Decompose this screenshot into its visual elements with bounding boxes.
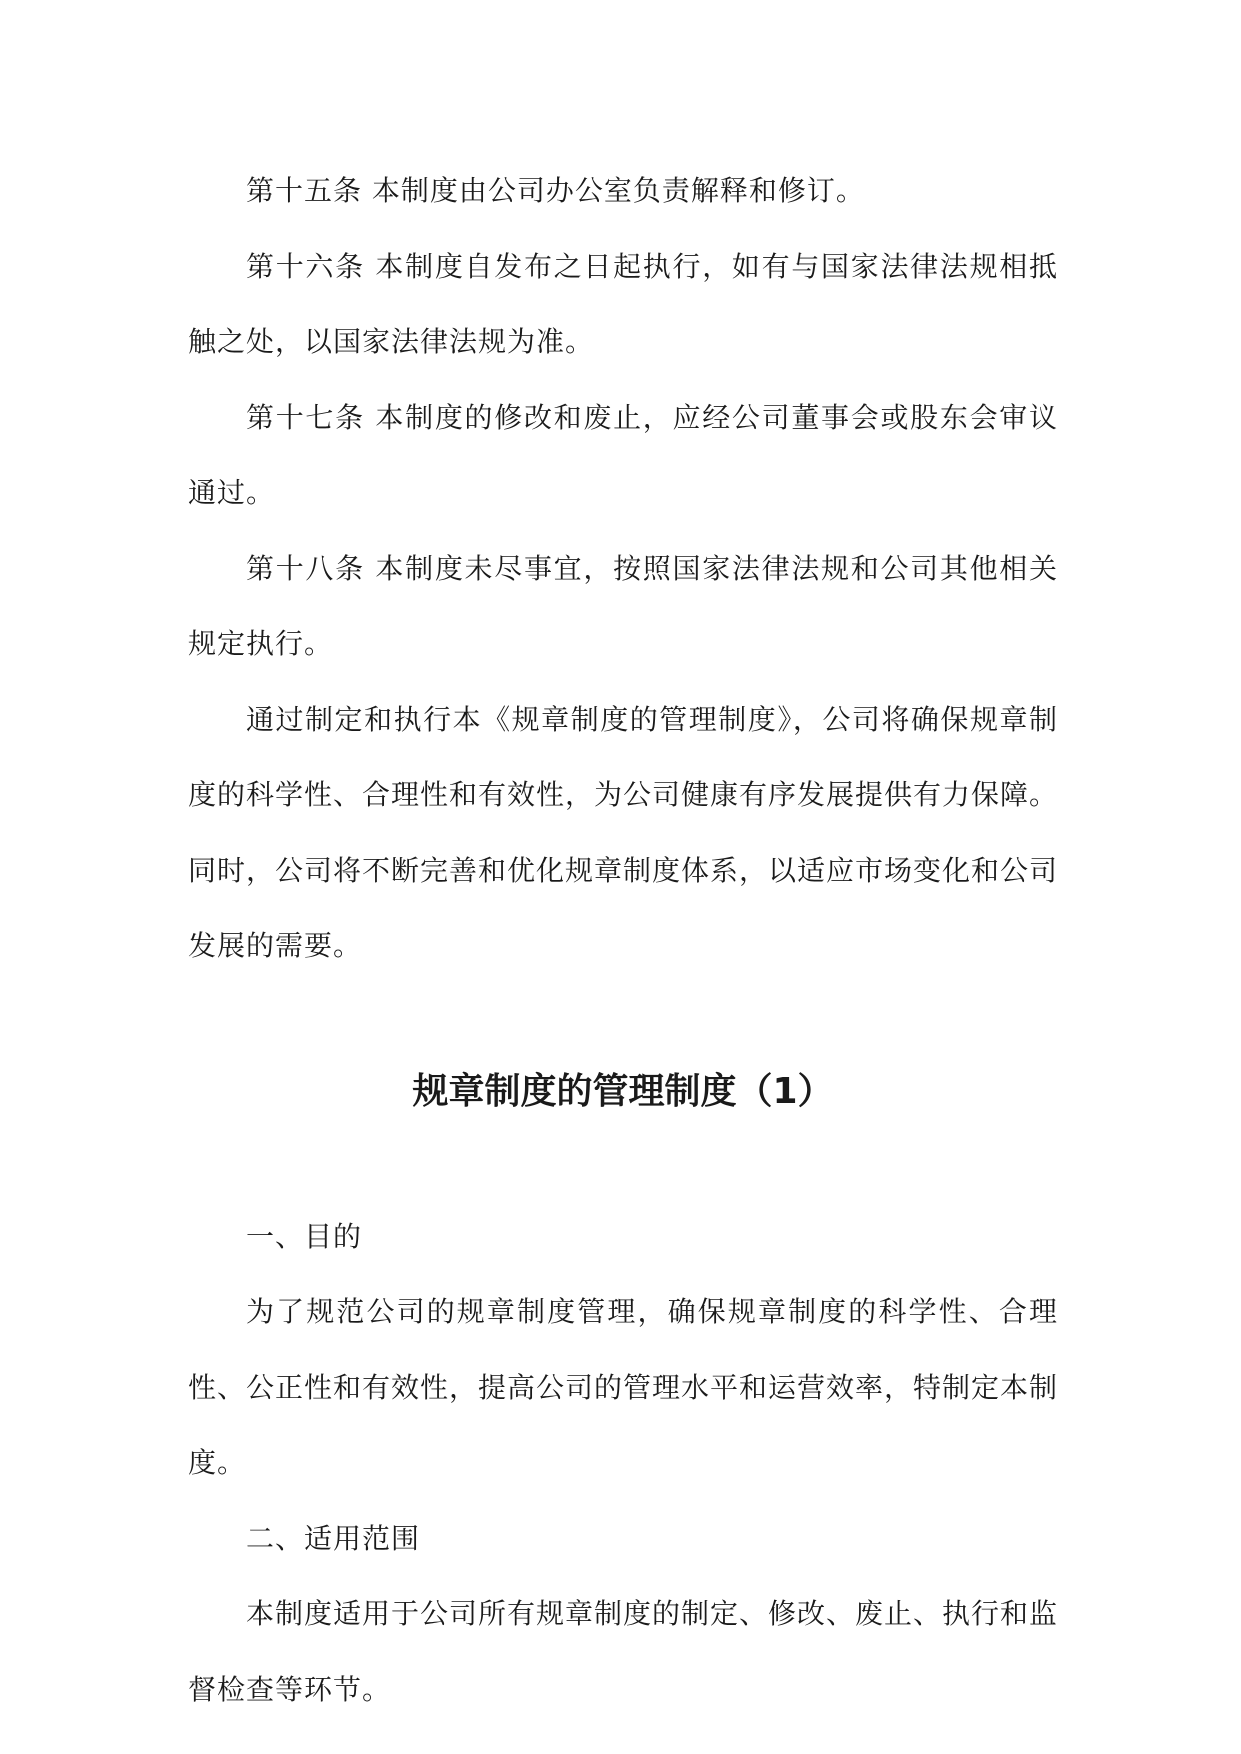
paragraph-article-18: 第十八条 本制度未尽事宜，按照国家法律法规和公司其他相关规定执行。 bbox=[188, 551, 1058, 660]
paragraph-conclusion: 通过制定和执行本《规章制度的管理制度》，公司将确保规章制度的科学性、合理性和有效性，为公司健康有序发展提供有力保障。同时，公司将不断完善和优化规章制度体系，以适应市场变化和公司发展的需要。 bbox=[188, 702, 1059, 962]
paragraph-article-15: 第十五条 本制度由公司办公室负责解释和修订。 bbox=[246, 174, 865, 207]
paragraph-scope: 本制度适用于公司所有规章制度的制定、修改、废止、执行和监督检查等环节。 bbox=[188, 1597, 1059, 1706]
document-body bbox=[188, 153, 1058, 1727]
heading-purpose: 一、目的 bbox=[246, 1219, 363, 1253]
paragraph-purpose: 为了规范公司的规章制度管理，确保规章制度的科学性、合理性、公正性和有效性，提高公司的管理水平和运营效率，特制定本制度。 bbox=[188, 1295, 1059, 1479]
paragraph-article-16: 第十六条 本制度自发布之日起执行，如有与国家法律法规相抵触之处，以国家法律法规为准。 bbox=[188, 249, 1058, 358]
paragraph-article-17: 第十七条 本制度的修改和废止，应经公司董事会或股东会审议通过。 bbox=[188, 400, 1058, 509]
section-title: 规章制度的管理制度（1） bbox=[412, 1070, 834, 1112]
heading-scope: 二、适用范围 bbox=[246, 1521, 421, 1555]
